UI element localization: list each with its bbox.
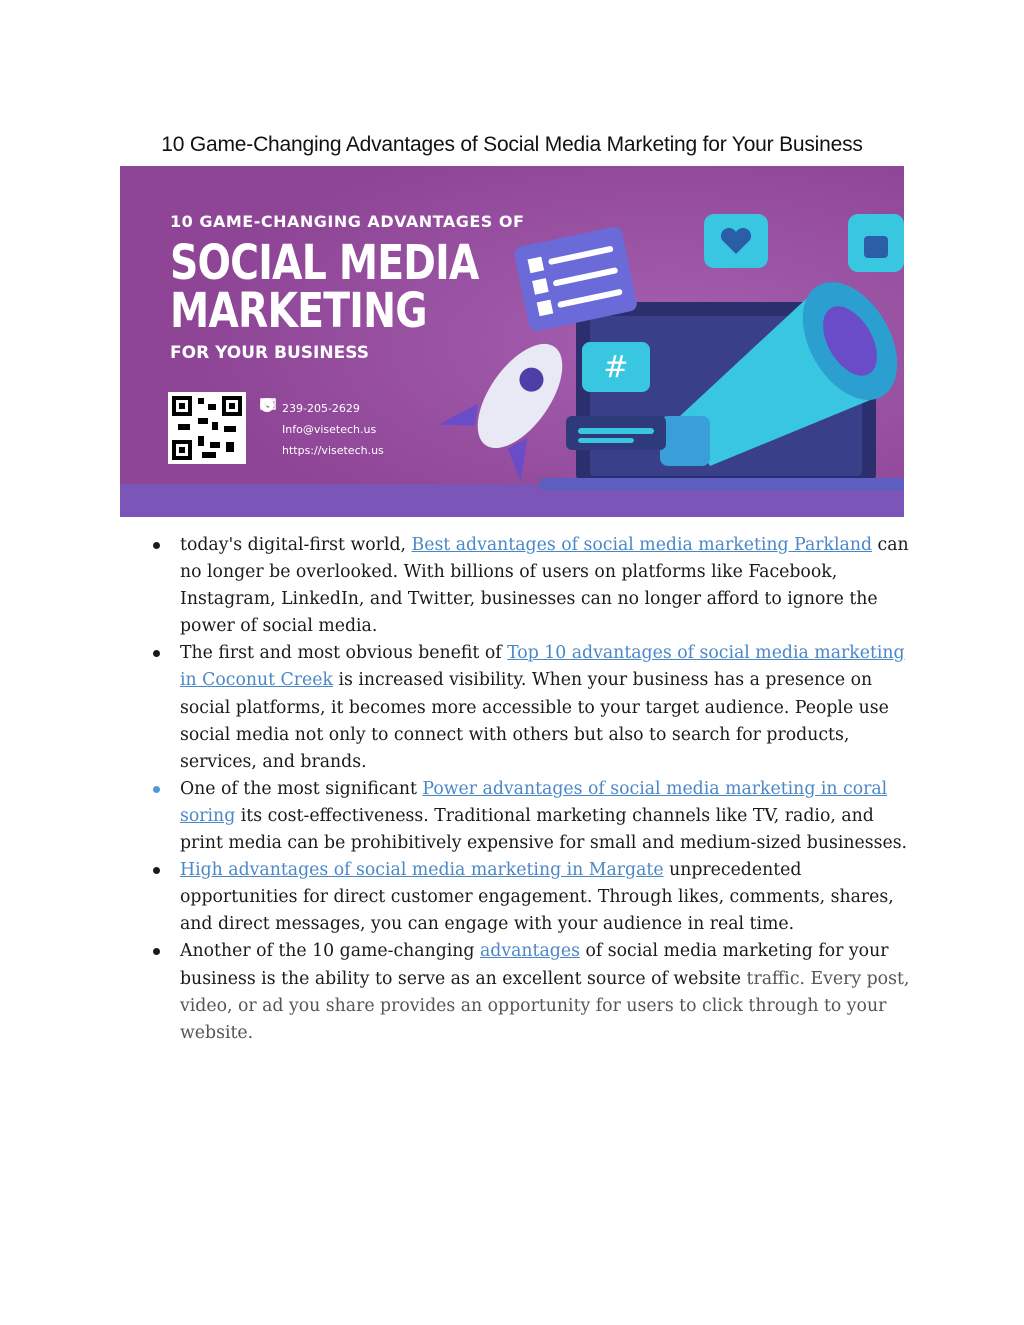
list-item (180, 532, 910, 640)
bullet-icon (153, 542, 160, 549)
bullet-icon (153, 867, 160, 874)
list-item (180, 640, 910, 775)
bullet-text: of social media marketing for your business is the ability to serve as an excellent source of website (180, 941, 889, 989)
bullet-text: today's digital-first world, (180, 535, 412, 555)
qr-code-icon (168, 392, 246, 464)
link-coral-springs[interactable]: Power advantages of social media marketing in coral soring (180, 778, 888, 826)
banner-subtitle: 10 GAME-CHANGING ADVANTAGES OF (170, 212, 525, 231)
banner-image (120, 166, 904, 517)
bullet-text: Another of the 10 game-changing (180, 941, 480, 962)
banner-line-1: SOCIAL MEDIA (170, 235, 479, 291)
link-advantages[interactable]: advantages (479, 941, 580, 962)
hashtag-bubble (582, 342, 650, 392)
bullet-text: is increased visibility. When your business has a presence on social platforms, it becomes more accessible to your target audience. People use social media not only to connect with others but also to search for products, services, and brands. (180, 670, 889, 772)
heart-icon (704, 214, 768, 268)
list-item (180, 776, 910, 857)
thumbs-up-icon (848, 214, 904, 272)
bullet-icon (153, 786, 160, 793)
contact-phone-text: 239-205-2629 (282, 402, 360, 415)
hashtag-text: # (603, 350, 629, 385)
contact-phone (260, 398, 384, 419)
contact-website (260, 440, 384, 461)
page-title: 10 Game-Changing Advantages of Social Media Marketing for Your Business (161, 133, 863, 156)
bullet-list (180, 532, 910, 1047)
contact-email-text: Info@visetech.us (282, 423, 377, 436)
bullet-icon (153, 650, 160, 657)
bullet-text: traffic. Every post, video, or ad you share provides an opportunity for users to click through to your website. (180, 968, 910, 1043)
bullet-text: its cost-effectiveness. Traditional marketing channels like TV, radio, and print media can be prohibitively expensive for small and medium-sized businesses. (180, 805, 908, 854)
contact-list (260, 398, 384, 461)
banner-line-2: MARKETING (170, 283, 427, 339)
contact-website-text: https://visetech.us (282, 444, 384, 457)
globe-icon (260, 443, 276, 459)
bullet-text: One of the most significant (180, 778, 423, 799)
banner-text (170, 212, 546, 363)
banner-line-3: FOR YOUR BUSINESS (170, 343, 369, 363)
bullet-text: The first and most obvious benefit of (180, 643, 508, 664)
list-item (180, 857, 910, 938)
bullet-text: can no longer be overlooked. With billions of users on platforms like Facebook, Instagram, LinkedIn, and Twitter, businesses can no longer afford to ignore the power of social media. (180, 535, 909, 637)
link-coconut-creek[interactable]: Top 10 advantages of social media marketing in Coconut Creek (180, 643, 905, 691)
list-item (180, 938, 910, 1046)
mail-icon (260, 422, 276, 438)
bullet-icon (153, 948, 160, 955)
link-parkland[interactable]: Best advantages of social media marketing Parkland (411, 535, 873, 555)
contact-email (260, 419, 384, 440)
bullet-text: unprecedented opportunities for direct customer engagement. Through likes, comments, shares, and direct messages, you can engage with your audience in real time. (180, 860, 894, 935)
message-bubble-icon (566, 416, 666, 450)
link-margate[interactable]: High advantages of social media marketing in Margate (180, 860, 664, 881)
